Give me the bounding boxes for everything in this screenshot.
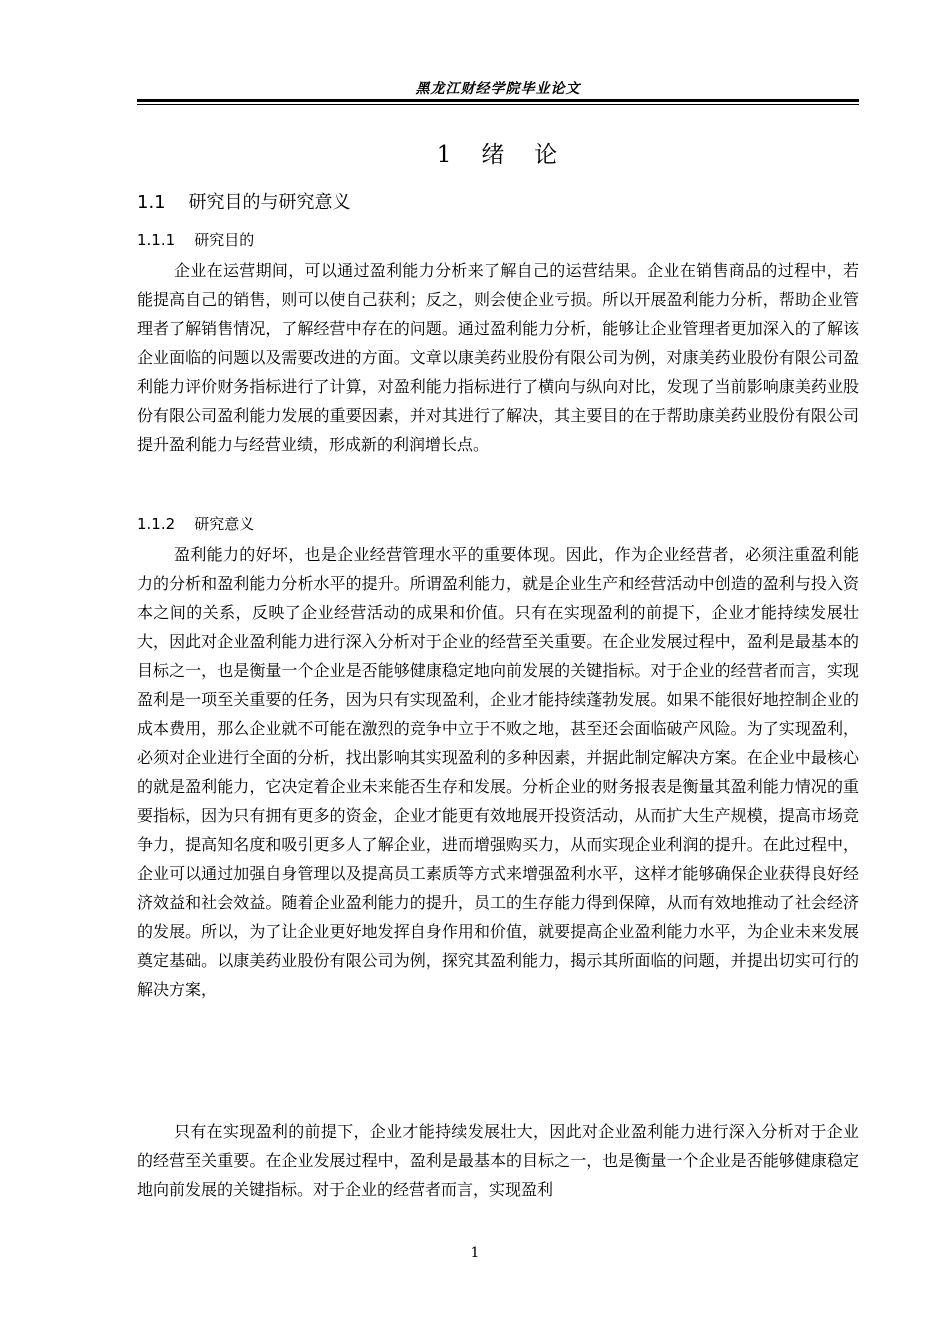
page-number: 1 [470,1245,480,1261]
body-paragraph-research-purpose: 企业在运营期间，可以通过盈利能力分析来了解自己的运营结果。企业在销售商品的过程中，若能提高自己的销售，则可以使自己获利；反之，则会使企业亏损。所以开展盈利能力分析，帮助企业管理者了解销售情况，了解经营中存在的问题。通过盈利能力分析，能够让企业管理者更加深入的了解该企业面临的问题以及需要改进的方面。文章以康美药业股份有限公司为例，对康美药业股份有限公司盈利能力评价财务指标进行了计算，对盈利能力指标进行了横向与纵向对比，发现了当前影响康美药业股份有限公司盈利能力发展的重要因素，并对其进行了解决，其主要目的在于帮助康美药业股份有限公司提升盈利能力与经营业绩，形成新的利润增长点。 [137,261,859,454]
section-heading-1-1-1: 1.1.1 研究目的 [137,231,255,249]
running-header: 黑龙江财经学院毕业论文 [415,81,581,97]
section-heading-1-1: 1.1 研究目的与研究意义 [137,192,351,213]
chapter-title: 1 绪 论 [436,142,560,168]
header-rule-thin [137,104,859,105]
body-paragraph-research-significance-1: 盈利能力的好坏，也是企业经营管理水平的重要体现。因此，作为企业经营者，必须注重盈利能力的分析和盈利能力分析水平的提升。所谓盈利能力，就是企业生产和经营活动中创造的盈利与投入资本之间的关系，反映了企业经营活动的成果和价值。只有在实现盈利的前提下，企业才能持续发展壮大，因此对企业盈利能力进行深入分析对于企业的经营至关重要。在企业发展过程中，盈利是最基本的目标之一，也是衡量一个企业是否能够健康稳定地向前发展的关键指标。对于企业的经营者而言，实现盈利是一项至关重要的任务，因为只有实现盈利，企业才能持续蓬勃发展。如果不能很好地控制企业的成本费用，那么企业就不可能在激烈的竞争中立于不败之地，甚至还会面临破产风险。为了实现盈利，必须对企业进行全面的分析，找出影响其实现盈利的多种因素，并据此制定解决方案。在企业中最核心的就是盈利能力，它决定着企业未来能否生存和发展。分析企业的财务报表是衡量其盈利能力情况的重要指标，因为只有拥有更多的资金，企业才能更有效地展开投资活动，从而扩大生产规模，提高市场竞争力，提高知名度和吸引更多人了解企业，进而增强购买力，从而实现企业利润的提升。在此过程中，企业可以通过加强自身管理以及提高员工素质等方式来增强盈利水平，这样才能够确保企业获得良好经济效益和社会效益。随着企业盈利能力的提升，员工的生存能力得到保障，从而有效地推动了社会经济的发展。所以，为了让企业更好地发挥自身作用和价值，就要提高企业盈利能力水平，为企业未来发展奠定基础。以康美药业股份有限公司为例，探究其盈利能力，揭示其所面临的问题，并提出切实可行的解决方案， [137,545,859,999]
body-paragraph-research-significance-2: 只有在实现盈利的前提下，企业才能持续发展壮大，因此对企业盈利能力进行深入分析对于企业的经营至关重要。在企业发展过程中，盈利是最基本的目标之一，也是衡量一个企业是否能够健康稳定地向前发展的关键指标。对于企业的经营者而言，实现盈利 [137,1122,859,1199]
header-rule-thick [137,99,859,102]
section-heading-1-1-2: 1.1.2 研究意义 [137,515,255,533]
